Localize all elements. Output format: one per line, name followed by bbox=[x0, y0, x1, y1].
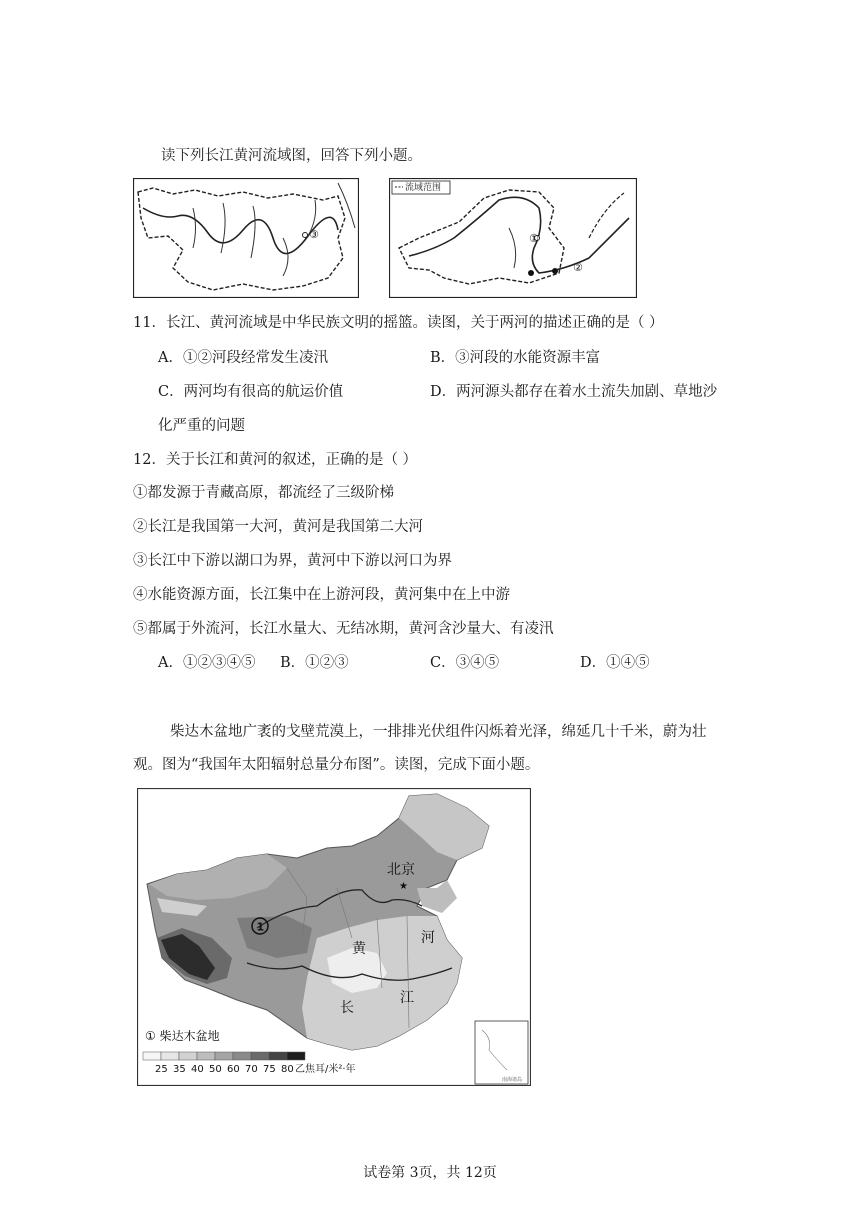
q12-statement-4: ④水能资源方面，长江集中在上游河段，黄河集中在上中游 bbox=[133, 587, 510, 603]
scale-tick-80: 80 bbox=[281, 1064, 294, 1075]
qaidam-marker: 1 bbox=[256, 920, 265, 934]
q12-option-b: B．①②③ bbox=[280, 655, 349, 671]
yangtze-label-jiang: 江 bbox=[400, 990, 414, 1006]
scale-tick-50: 50 bbox=[209, 1064, 222, 1075]
map-label-2: ② bbox=[573, 261, 583, 274]
scale-tick-60: 60 bbox=[227, 1064, 240, 1075]
legend-basin-range: 流域范围 bbox=[405, 183, 442, 193]
map-label-1: ① bbox=[529, 232, 539, 245]
yellow-river-label-huang: 黄 bbox=[352, 941, 366, 957]
beijing-star-icon: ★ bbox=[399, 881, 408, 892]
china-solar-radiation-map bbox=[137, 788, 531, 1086]
yellow-river-label-he: 河 bbox=[421, 930, 435, 946]
page-footer: 试卷第 3页，共 12页 bbox=[363, 1165, 497, 1181]
yangtze-basin-map bbox=[133, 178, 359, 298]
q12-statement-3: ③长江中下游以湖口为界，黄河中下游以河口为界 bbox=[133, 553, 452, 569]
yangtze-label-chang: 长 bbox=[340, 1000, 354, 1016]
q12-statement-2: ②长江是我国第一大河，黄河是我国第二大河 bbox=[133, 519, 423, 535]
intro-text-2-line1: 柴达木盆地广袤的戈壁荒漠上，一排排光伏组件闪烁着光泽，绵延几十千米，蔚为壮 bbox=[170, 724, 707, 740]
scale-tick-70: 70 bbox=[245, 1064, 258, 1075]
scale-tick-25: 25 bbox=[155, 1064, 168, 1075]
q12-stem: 12．关于长江和黄河的叙述，正确的是（ ） bbox=[133, 452, 418, 468]
intro-text-2-line2: 观。图为“我国年太阳辐射总量分布图”。读图，完成下面小题。 bbox=[133, 757, 540, 773]
legend-qaidam: ① 柴达木盆地 bbox=[145, 1029, 220, 1043]
q11-option-a: A．①②河段经常发生凌汛 bbox=[158, 350, 328, 366]
q12-statement-1: ①都发源于青藏高原，都流经了三级阶梯 bbox=[133, 485, 394, 501]
q11-option-d-cont: 化严重的问题 bbox=[158, 418, 245, 434]
yellow-river-basin-map bbox=[389, 178, 637, 298]
q12-option-a: A．①②③④⑤ bbox=[158, 655, 256, 671]
q11-option-b: B．③河段的水能资源丰富 bbox=[430, 350, 601, 366]
scale-tick-40: 40 bbox=[191, 1064, 204, 1075]
q11-option-c: C．两河均有很高的航运价值 bbox=[158, 384, 344, 400]
q11-stem: 11．长江、黄河流域是中华民族文明的摇篮。读图，关于两河的描述正确的是（ ） bbox=[133, 315, 664, 331]
scale-tick-35: 35 bbox=[173, 1064, 186, 1075]
map-label-3: ③ bbox=[309, 228, 319, 241]
color-scale bbox=[143, 1052, 305, 1060]
intro-text-1: 读下列长江黄河流域图，回答下列小题。 bbox=[161, 148, 422, 164]
q11-option-d: D．两河源头都存在着水土流失加剧、草地沙 bbox=[430, 384, 718, 400]
q12-statement-5: ⑤都属于外流河，长江水量大、无结冰期，黄河含沙量大、有凌汛 bbox=[133, 621, 554, 637]
scale-unit: 乙焦耳/米²·年 bbox=[295, 1064, 356, 1075]
q12-option-c: C．③④⑤ bbox=[430, 655, 500, 671]
q12-option-d: D．①④⑤ bbox=[580, 655, 650, 671]
inset-caption: 南海诸岛 bbox=[502, 1077, 523, 1083]
scale-tick-75: 75 bbox=[263, 1064, 276, 1075]
beijing-label: 北京 bbox=[387, 862, 415, 878]
